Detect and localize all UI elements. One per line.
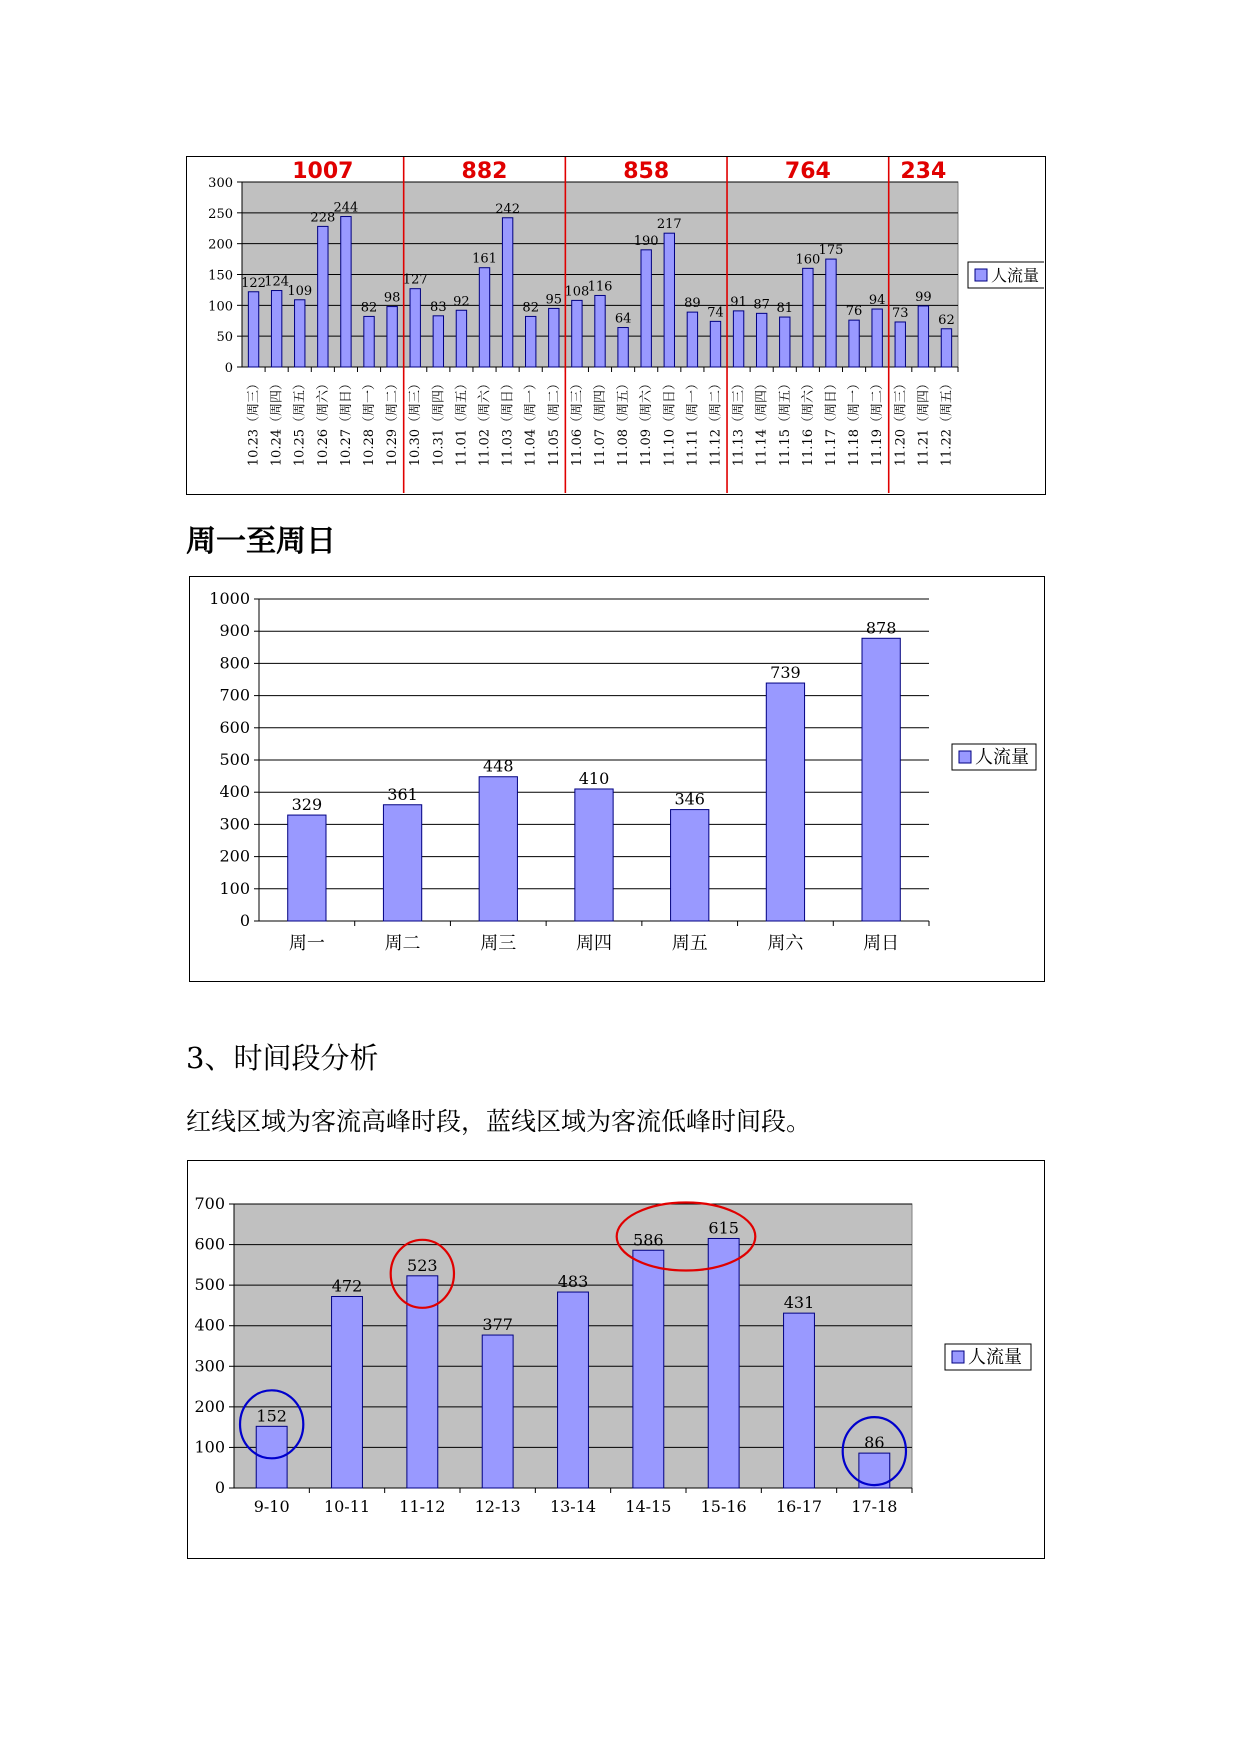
bar [502, 218, 512, 367]
bar [780, 317, 790, 367]
data-label: 161 [472, 251, 497, 267]
y-tick-label: 100 [208, 299, 233, 315]
y-tick-label: 150 [208, 268, 233, 284]
data-label: 217 [656, 217, 682, 233]
data-label: 175 [818, 243, 844, 259]
data-label: 483 [557, 1272, 589, 1292]
data-label: 242 [495, 201, 521, 217]
bar [941, 329, 951, 367]
bar [756, 313, 766, 367]
bar [271, 291, 281, 367]
data-label: 448 [483, 756, 514, 776]
x-tick-label: 11.04（周一） [523, 377, 539, 467]
data-label: 74 [707, 305, 724, 321]
data-label: 73 [891, 305, 909, 321]
bar [387, 307, 397, 367]
data-label: 82 [360, 300, 378, 316]
bar [862, 638, 900, 921]
data-label: 329 [291, 795, 323, 815]
data-label: 99 [915, 289, 932, 305]
section-heading: 3、时间段分析 [186, 1041, 379, 1075]
x-tick-label: 11.03（周日） [500, 377, 516, 467]
y-tick-label: 100 [219, 878, 250, 898]
x-tick-label: 11.06（周三） [569, 377, 585, 467]
data-label: 91 [730, 294, 747, 310]
bar [671, 810, 709, 921]
weekday-chart-frame [189, 576, 1045, 982]
bar [918, 306, 928, 367]
data-label: 76 [845, 304, 863, 320]
x-tick-label: 11.12（周二） [708, 377, 724, 467]
x-tick-label: 周四 [576, 933, 612, 954]
bar [733, 311, 743, 367]
x-tick-label: 10.30（周三） [408, 377, 424, 467]
data-label: 109 [287, 283, 313, 299]
legend-swatch [959, 751, 971, 763]
hourly-chart [188, 1161, 1043, 1557]
data-label: 81 [776, 301, 794, 317]
legend-swatch [975, 269, 987, 281]
bar [641, 250, 651, 367]
y-tick-label: 600 [219, 717, 250, 737]
y-tick-label: 800 [219, 653, 250, 673]
bar [710, 321, 720, 367]
bar [318, 226, 328, 367]
x-tick-label: 16-17 [775, 1497, 823, 1516]
bar [784, 1313, 815, 1488]
data-label: 122 [241, 275, 266, 291]
y-tick-label: 250 [208, 206, 233, 222]
legend-swatch [952, 1351, 964, 1363]
x-tick-label: 10.31（周四） [431, 377, 447, 467]
y-tick-label: 700 [219, 685, 250, 705]
x-tick-label: 14-15 [625, 1497, 672, 1516]
legend-label: 人流量 [975, 747, 1029, 768]
bar [575, 789, 613, 921]
y-tick-label: 500 [194, 1275, 225, 1295]
data-label: 94 [868, 293, 886, 309]
data-label: 878 [865, 618, 897, 638]
bar [895, 322, 905, 367]
x-tick-label: 10.27（周日） [338, 377, 354, 467]
x-tick-label: 10.28（周一） [362, 377, 378, 467]
x-tick-label: 10-11 [323, 1497, 371, 1516]
weekday-chart [190, 577, 1043, 980]
data-label: 739 [770, 663, 801, 683]
x-tick-label: 周二 [384, 933, 421, 954]
y-tick-label: 300 [194, 1356, 225, 1376]
x-tick-label: 11.14（周四） [754, 377, 770, 467]
data-label: 228 [310, 210, 336, 226]
y-tick-label: 900 [219, 621, 250, 641]
bar [633, 1250, 664, 1488]
x-tick-label: 10.25（周五） [292, 377, 308, 467]
x-tick-label: 17-18 [851, 1497, 898, 1516]
daily-flow-chart [187, 157, 1044, 493]
data-label: 472 [331, 1276, 363, 1296]
data-label: 87 [753, 297, 770, 313]
y-tick-label: 50 [216, 330, 233, 346]
x-tick-label: 11.20（周三） [893, 377, 909, 467]
data-label: 160 [795, 252, 821, 268]
description-text: 红线区域为客流高峰时段，蓝线区域为客流低峰时间段。 [186, 1107, 812, 1136]
bar [572, 300, 582, 367]
y-tick-label: 300 [219, 814, 250, 834]
bar [364, 316, 374, 367]
bar [803, 268, 813, 367]
x-tick-label: 11.05（周二） [546, 377, 562, 467]
week-total-label: 858 [623, 159, 670, 184]
bar [341, 217, 351, 367]
bar [558, 1292, 589, 1488]
x-tick-label: 11.16（周六） [800, 377, 816, 467]
bar [410, 289, 420, 367]
bar [332, 1297, 363, 1488]
bar [849, 320, 859, 367]
data-label: 108 [564, 284, 590, 300]
y-tick-label: 500 [219, 750, 250, 769]
data-label: 152 [256, 1406, 287, 1426]
y-tick-label: 0 [239, 911, 250, 930]
week-total-label: 764 [784, 159, 831, 184]
x-tick-label: 10.23（周三） [246, 377, 262, 467]
data-label: 615 [708, 1218, 739, 1238]
x-tick-label: 周一 [288, 933, 325, 954]
legend-label: 人流量 [968, 1347, 1022, 1368]
hourly-chart-frame [187, 1160, 1045, 1559]
x-tick-label: 11.22（周五） [939, 377, 955, 467]
x-tick-label: 11.01（周五） [454, 377, 470, 467]
bar [479, 268, 489, 367]
daily-flow-chart-frame [186, 156, 1046, 495]
data-label: 190 [633, 233, 659, 249]
x-tick-label: 11.19（周二） [870, 377, 886, 467]
data-label: 431 [783, 1293, 815, 1313]
legend-label: 人流量 [991, 266, 1040, 285]
bar [826, 259, 836, 367]
bar [664, 233, 674, 367]
x-tick-label: 11.11（周一） [685, 377, 701, 467]
x-tick-label: 周五 [671, 933, 708, 954]
data-label: 361 [387, 784, 418, 804]
x-tick-label: 12-13 [474, 1497, 521, 1516]
x-tick-label: 11.15（周五） [777, 377, 793, 467]
bar [595, 295, 605, 367]
week-total-label: 234 [900, 159, 947, 184]
y-tick-label: 400 [194, 1315, 225, 1335]
data-label: 92 [453, 294, 470, 310]
x-tick-label: 周日 [863, 933, 900, 954]
bar [288, 815, 326, 921]
data-label: 124 [264, 274, 290, 290]
y-tick-label: 0 [214, 1478, 225, 1497]
bar [766, 683, 804, 921]
data-label: 95 [545, 292, 563, 308]
data-label: 346 [674, 789, 705, 809]
x-tick-label: 10.24（周四） [269, 377, 285, 467]
x-tick-label: 11-12 [399, 1497, 446, 1516]
bar [482, 1335, 513, 1488]
y-tick-label: 300 [208, 176, 233, 191]
data-label: 523 [407, 1255, 438, 1275]
y-tick-label: 200 [208, 237, 233, 253]
bar [248, 292, 258, 367]
y-tick-label: 200 [219, 846, 250, 866]
data-label: 86 [864, 1433, 885, 1453]
y-tick-label: 700 [194, 1194, 225, 1213]
data-label: 83 [430, 299, 447, 315]
bar [479, 777, 517, 921]
x-tick-label: 11.10（周日） [662, 376, 678, 467]
y-tick-label: 100 [194, 1437, 225, 1457]
bar [295, 300, 305, 367]
data-label: 116 [587, 279, 613, 295]
bar [708, 1238, 739, 1488]
data-label: 64 [614, 311, 632, 327]
x-tick-label: 10.29（周二） [385, 377, 401, 467]
x-tick-label: 10.26（周六） [315, 377, 331, 467]
bar [687, 312, 697, 367]
x-tick-label: 11.08（周五） [616, 377, 632, 467]
y-tick-label: 600 [194, 1234, 225, 1254]
bar [383, 805, 421, 921]
data-label: 410 [578, 768, 610, 788]
bar [433, 316, 443, 367]
bar [456, 310, 466, 367]
weekday-heading: 周一至周日 [186, 524, 336, 559]
x-tick-label: 11.13（周三） [731, 377, 747, 467]
data-label: 377 [482, 1315, 513, 1335]
data-label: 62 [938, 312, 955, 328]
y-tick-label: 0 [224, 361, 233, 376]
data-label: 586 [633, 1230, 664, 1250]
x-tick-label: 11.17（周日） [823, 377, 839, 467]
x-tick-label: 15-16 [700, 1497, 747, 1516]
y-tick-label: 1000 [209, 589, 250, 608]
x-tick-label: 11.18（周一） [847, 377, 863, 467]
data-label: 89 [684, 296, 701, 312]
x-tick-label: 9-10 [253, 1497, 290, 1516]
x-tick-label: 周三 [480, 933, 517, 954]
x-tick-label: 11.21（周四） [916, 377, 932, 467]
x-tick-label: 11.09（周六） [639, 377, 655, 467]
data-label: 98 [383, 290, 401, 306]
bar [618, 328, 628, 367]
data-label: 82 [522, 300, 539, 316]
bar [526, 316, 536, 367]
bar [872, 309, 882, 367]
x-tick-label: 11.02（周六） [477, 377, 493, 467]
y-tick-label: 400 [219, 782, 250, 802]
x-tick-label: 13-14 [549, 1497, 597, 1516]
data-label: 127 [402, 272, 428, 288]
week-total-label: 882 [461, 159, 508, 184]
data-label: 244 [333, 200, 359, 216]
x-tick-label: 周六 [767, 933, 804, 954]
x-tick-label: 11.07（周四） [593, 377, 608, 467]
y-tick-label: 200 [194, 1396, 225, 1416]
week-total-label: 1007 [292, 159, 354, 184]
bar [549, 308, 559, 367]
